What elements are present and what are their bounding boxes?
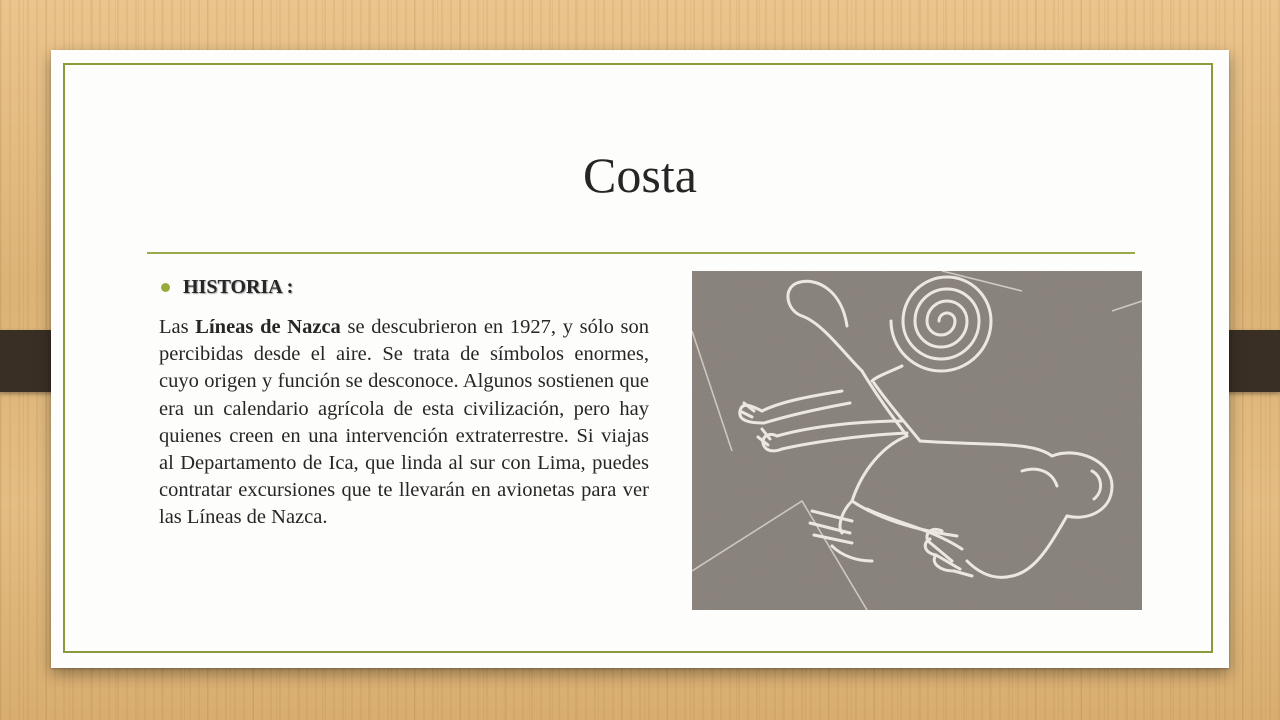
paragraph-intro: Las: [159, 316, 196, 338]
paragraph-emphasis: Líneas de Nazca: [195, 316, 341, 338]
nazca-monkey-photo: [692, 271, 1142, 610]
nazca-monkey-geoglyph-icon: [692, 271, 1142, 610]
section-heading: HISTORIA :: [183, 275, 294, 298]
section-bullet: [161, 272, 293, 302]
slide-title: Costa: [583, 147, 697, 203]
body-paragraph: [159, 314, 649, 532]
slide: [51, 50, 1229, 668]
paragraph-rest: se descubrieron en 1927, y sólo son percibidas desde el aire. Se trata de símbolos enormes, cuyo origen y función se desconoce. Algunos sostienen que era un calendario agrícola de esta civilización, pero hay quienes creen en una intervención extraterrestre. Si viajas al Departamento de Ica, que linda al sur con Lima, puedes contratar excursiones que te llevarán en avionetas para ver las Líneas de Nazca.: [159, 316, 649, 529]
bullet-dot-icon: [161, 283, 170, 292]
title-divider: [147, 252, 1135, 254]
